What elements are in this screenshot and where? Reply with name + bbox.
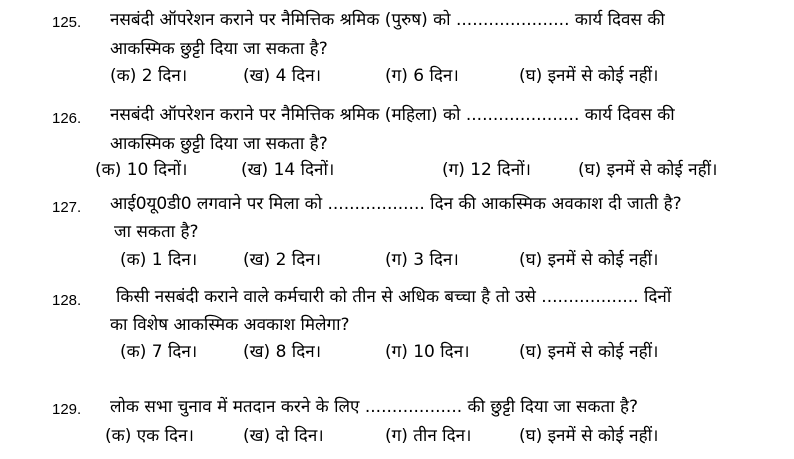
option-kha: (ख) 2 दिन। xyxy=(243,250,322,270)
question-text-line-2: आकस्मिक छुट्टी दिया जा सकता है? xyxy=(110,39,328,59)
option-ga: (ग) 10 दिन। xyxy=(385,342,470,362)
question-number: 126. xyxy=(52,110,82,127)
option-ka: (क) 7 दिन। xyxy=(120,342,198,362)
option-ka: (क) 10 दिनों। xyxy=(95,160,188,180)
question-text-line-2: जा सकता है? xyxy=(114,222,199,242)
question-text-line-2: आकस्मिक छुट्टी दिया जा सकता है? xyxy=(110,134,328,154)
option-kha: (ख) 4 दिन। xyxy=(243,66,322,86)
option-gha: (घ) इनमें से कोई नहीं। xyxy=(578,160,718,180)
option-ka: (क) 1 दिन। xyxy=(120,250,198,270)
option-gha: (घ) इनमें से कोई नहीं। xyxy=(519,66,659,86)
option-ga: (ग) 12 दिनों। xyxy=(442,160,531,180)
question-text-line-2: का विशेष आकस्मिक अवकाश मिलेगा? xyxy=(110,315,350,335)
option-ga: (ग) 3 दिन। xyxy=(385,250,459,270)
question-text-line-1: नसबंदी ऑपरेशन कराने पर नैमित्तिक श्रमिक (पुरुष) को ..................... कार्य दिवस की xyxy=(110,10,665,30)
option-kha: (ख) 8 दिन। xyxy=(243,342,322,362)
option-gha: (घ) इनमें से कोई नहीं। xyxy=(519,342,659,362)
option-gha: (घ) इनमें से कोई नहीं। xyxy=(519,250,659,270)
option-kha: (ख) 14 दिनों। xyxy=(241,160,335,180)
option-ka: (क) 2 दिन। xyxy=(110,66,188,86)
option-ka: (क) एक दिन। xyxy=(105,426,194,446)
question-text-line-1: लोक सभा चुनाव में मतदान करने के लिए .................. की छुट्टी दिया जा सकता है? xyxy=(110,397,639,417)
question-number: 127. xyxy=(52,199,82,216)
question-number: 129. xyxy=(52,401,82,418)
option-ga: (ग) तीन दिन। xyxy=(385,426,472,446)
question-text-line-1: किसी नसबंदी कराने वाले कर्मचारी को तीन से अधिक बच्चा है तो उसे .................. दिनों xyxy=(116,287,672,307)
question-number: 125. xyxy=(52,14,82,31)
option-kha: (ख) दो दिन। xyxy=(243,426,324,446)
question-number: 128. xyxy=(52,292,82,309)
option-gha: (घ) इनमें से कोई नहीं। xyxy=(519,426,659,446)
question-text-line-1: आई0यू0डी0 लगवाने पर मिला को .................. दिन की आकस्मिक अवकाश दी जाती है? xyxy=(110,194,682,214)
option-ga: (ग) 6 दिन। xyxy=(385,66,459,86)
question-text-line-1: नसबंदी ऑपरेशन कराने पर नैमित्तिक श्रमिक (महिला) को ..................... कार्य दिवस की xyxy=(110,105,675,125)
